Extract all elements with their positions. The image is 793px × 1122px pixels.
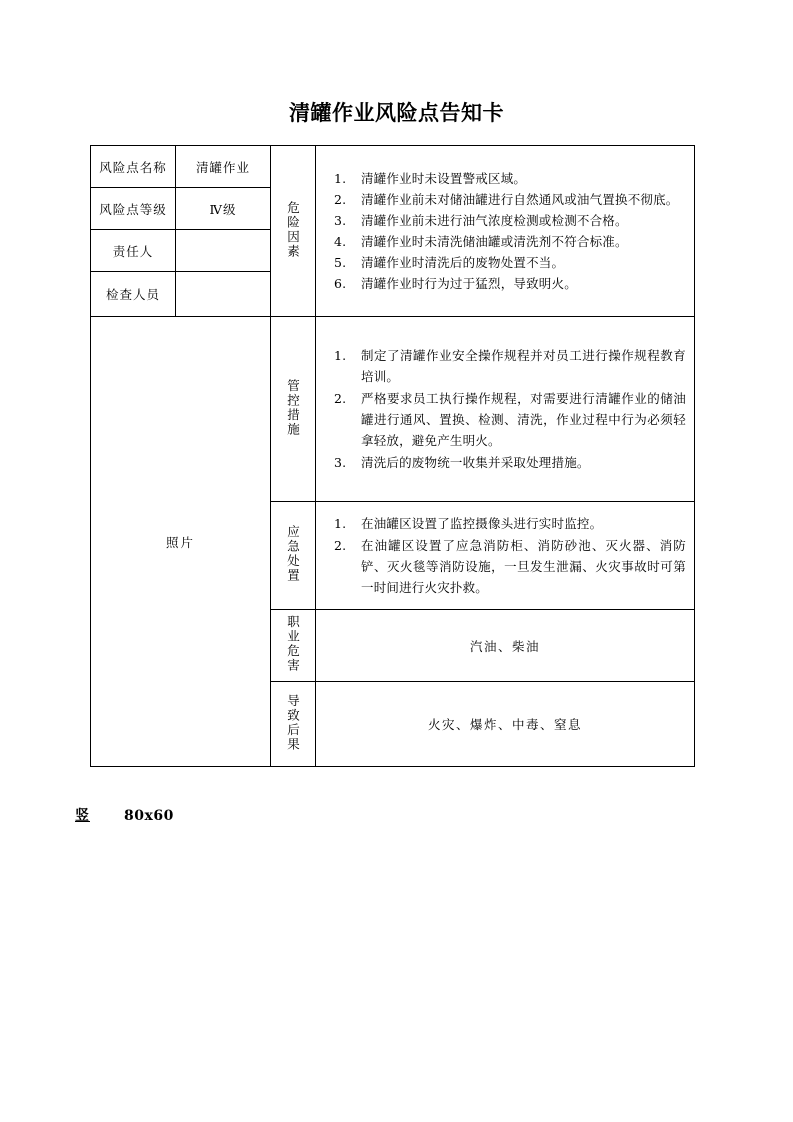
list-item: 清罐作业时未设置警戒区域。 [361,171,527,186]
list-item: 清洗后的废物统一收集并采取处理措施。 [361,454,590,470]
control-measures-cell [316,317,695,502]
emergency-response-cell [316,502,695,610]
emergency-response-list [316,503,694,609]
risk-notice-table [90,145,695,767]
hazard-factors-list [316,158,694,304]
emergency-response-label [271,502,316,610]
occupational-hazard-value: 汽油、柴油 [316,610,695,682]
consequence-value: 火灾、爆炸、中毒、窒息 [316,682,695,767]
responsible-person-label: 责任人 [91,230,176,272]
consequence-label-text: 导致后果 [285,693,301,752]
risk-name-label: 风险点名称 [91,146,176,188]
table-row [91,146,695,188]
list-item: 清罐作业时未清洗储油罐或清洗剂不符合标准。 [361,234,628,249]
list-item: 在油罐区设置了监控摄像头进行实时监控。 [361,515,603,531]
risk-level-label: 风险点等级 [91,188,176,230]
list-item: 清罐作业时行为过于猛烈，导致明火。 [361,276,577,291]
photo-placeholder[interactable]: 照片 [91,317,271,767]
consequence-label [271,682,316,767]
hazard-factors-label [271,146,316,317]
control-measures-label-text: 管控措施 [285,378,301,437]
orientation-note: 竖 [75,808,90,824]
hazard-factors-label-text: 危险因素 [285,200,301,259]
occupational-hazard-label [271,610,316,682]
list-item: 清罐作业时清洗后的废物处置不当。 [361,255,565,270]
list-item: 在油罐区设置了应急消防柜、消防砂池、灭火器、消防铲、灭火毯等消防设施，一旦发生泄漏、火灾事故时可第一时间进行火灾扑救。 [361,537,686,595]
inspector-value[interactable] [176,272,271,317]
control-measures-label [271,317,316,502]
emergency-response-label-text: 应急处置 [285,525,301,583]
risk-name-value[interactable]: 清罐作业 [176,146,271,188]
control-measures-list [316,335,694,484]
responsible-person-value[interactable] [176,230,271,272]
list-item: 制定了清罐作业安全操作规程并对员工进行操作规程教育培训。 [361,347,686,384]
list-item: 清罐作业前未对储油罐进行自然通风或油气置换不彻底。 [361,192,679,207]
risk-level-value[interactable]: Ⅳ级 [176,188,271,230]
footer-note [75,805,174,825]
inspector-label: 检查人员 [91,272,176,317]
occupational-hazard-label-text: 职业危害 [285,615,301,673]
page-title: 清罐作业风险点告知卡 [289,100,504,125]
table-row [91,317,695,502]
size-note: 80x60 [124,808,174,824]
list-item: 清罐作业前未进行油气浓度检测或检测不合格。 [361,213,628,228]
hazard-factors-cell [316,146,695,317]
list-item: 严格要求员工执行操作规程，对需要进行清罐作业的储油罐进行通风、置换、检测、清洗，作业过程中行为必须轻拿轻放，避免产生明火。 [361,390,686,448]
